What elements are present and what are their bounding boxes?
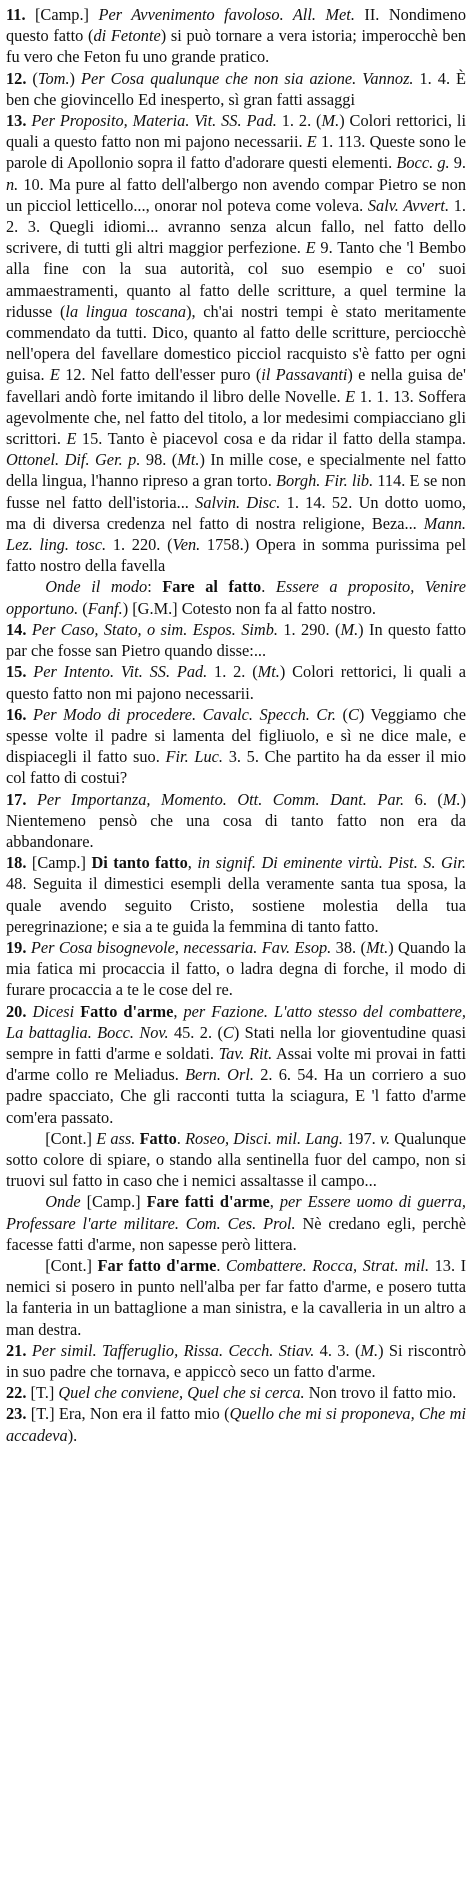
entry-text-segment: , [173,1001,184,1021]
entry-text-segment: Roseo, Disci. mil. Lang. [185,1128,343,1148]
entry-text-segment: per Fazione. L'atto stesso del combattere, La battaglia. Bocc. Nov. [6,1001,466,1042]
entry-text-segment: , [269,1192,280,1212]
entry-text-segment: ) e nella guisa de' favellari andò forte imitando il libro delle Novelle. [6,365,466,406]
dictionary-entry-e11 [6,4,466,68]
dictionary-entry-e20-cont1 [6,1128,466,1192]
entry-text-segment: II. Nondimeno questo fatto ( [6,5,466,46]
entry-text-segment: 3. 5. Che partito ha da esser il mio col fatto di costui? [6,747,466,788]
entry-text-segment: Fatto d'arme [80,1001,174,1021]
entry-text-segment: 13. I nemici si posero in punto nell'alba per far fatto d'arme, e posero tutta la fanteria in un battaglione a man sinistra, e la cavalleria in un altro a man destra. [6,1255,467,1339]
entry-number: 19. [6,937,27,957]
dictionary-entry-e20 [6,1001,466,1128]
dictionary-entry-e21 [6,1340,466,1382]
entry-text-segment: ) Nientemeno pensò che una cosa di tanto fatto non era da abbandonare. [6,789,467,851]
entry-text-segment: Per Proposito, Materia. Vit. SS. Pad. [31,111,277,131]
entry-text-segment: Qualunque sotto colore di spiare, o stando alla sentinella fuor del campo, non si truovi sul fatto in caso che i nemici assaltasse il campo... [6,1128,466,1191]
entry-text-segment: ) In questo fatto par che fosse san Pietro quando disse:... [6,619,467,661]
entry-text-segment: Per Intento. Vit. SS. Pad. [33,662,208,682]
entry-text-segment: 9. [449,153,467,173]
entry-text-segment: n. [6,174,19,194]
dictionary-entry-e12 [6,68,466,110]
entry-text-segment: E [306,132,317,152]
entry-text-segment: [Camp.] [26,853,92,873]
entry-text-segment: Per Importanza, Momento. Ott. Comm. Dant. Par. [36,789,405,809]
entry-text-segment [26,790,37,809]
entry-text-segment: il Passavanti [261,365,348,385]
entry-number: 12. [6,68,27,88]
entry-text-segment: 15. Tanto è piacevol cosa e da ridar il fatto della stampa. [76,429,466,449]
entry-text-segment: Fare al fatto [162,577,262,597]
entry-text-segment: [Camp.] [80,1192,147,1212]
entry-text-segment: Fatto [139,1128,177,1148]
entry-text-segment: Tom. [37,68,70,88]
dictionary-entry-e20-cont2 [6,1255,466,1340]
entry-text-segment: Mt. [257,662,280,682]
entry-text-segment: ( [335,704,348,724]
entry-text-segment: Tav. Rit. [218,1043,273,1063]
entry-text-segment: [T.] Era, Non era il fatto mio ( [26,1404,230,1424]
entry-text-segment: ) [69,68,81,88]
entry-text-segment: ) Colori rettorici, li quali a questo fatto non mi pajono necessarii. [6,111,466,152]
entry-text-segment: M. [360,1340,379,1360]
entry-text-segment: in signif. [197,853,256,873]
entry-text-segment: ) Quando la mia fatica mi procaccia il fatto, o ladra degna di forche, il modo di furare procaccia a te le cose del re. [6,937,466,1000]
entry-text-segment: Assai volte mi provai in fatti d'arme collo re Meliadus. [6,1043,467,1085]
entry-text-segment: 10. Ma pure al fatto dell'albergo non avendo compar Pietro se non un picciol letticello..., onorar nol poteva come voleva. [6,174,466,215]
entry-number: 11. [6,5,26,24]
entry-text-segment: 6. ( [404,789,443,809]
entry-text-segment: Nè credano egli, perchè facesse fatti d'arme, non sapesse però littera. [6,1213,466,1254]
entry-text-segment: 38. ( [331,937,366,957]
dictionary-entry-e13 [6,110,466,576]
entry-text-segment: Salv. Avvert. [367,195,450,215]
dictionary-entry-e22 [6,1382,466,1403]
entry-text-segment: Ottonel. Dif. Ger. p. [6,450,141,470]
entry-text-segment: di Fetonte [93,26,161,46]
entry-text-segment: . [261,577,276,597]
entry-number: 18. [6,853,27,873]
entry-text-segment: 1. 14. 52. Un dotto uomo, ma di diversa credenza nel fatto di nostra religione, Beza... [6,492,466,533]
dictionary-entry-e19 [6,937,466,1001]
dictionary-entry-e20-onde [6,1191,466,1255]
entry-text-segment: Quel che conviene, Quel che si cerca. [58,1383,305,1403]
entry-text-segment: 1758.) Opera in somma purissima pel fatto nostro della favella [6,535,467,576]
entry-text-segment: Onde [45,1192,81,1212]
entry-number: 14. [6,619,27,639]
entry-text-segment: 98. ( [140,450,178,470]
dictionary-entry-e13-onde [6,576,466,618]
entry-text-segment: ( [78,598,88,618]
entry-number: 20. [6,1001,27,1021]
entry-text-segment: 197. [342,1128,380,1148]
dictionary-entry-e18 [6,852,466,937]
entry-text-segment: 1. 1. 13. Soffera agevolmente che, nel fatto del titolo, a lor medesimi compiacciano gli scrittori. [6,386,466,449]
dictionary-entry-e15 [6,661,466,703]
entry-text-segment: [T.] [26,1383,59,1403]
entry-text-segment: Combattere. Rocca, Strat. mil. [226,1255,430,1275]
entry-text-segment: v. [379,1128,391,1148]
entry-text-segment: Essere a proposito, Venire opportuno. [6,577,466,618]
entry-text-segment: 114. E se non fusse nel fatto dell'istoria... [6,471,466,512]
entry-text-segment: , [187,853,198,873]
dictionary-entry-e16 [6,704,466,789]
entry-text-segment: 1. 2. ( [276,111,322,131]
entry-text-segment: C [222,1022,234,1042]
entry-text-segment: Salvin. Disc. [195,492,281,512]
entry-text-segment: ) In mille cose, e specialmente nel fatto della lingua, l'hanno ripreso a gran torto. [6,450,467,491]
entry-number: 16. [6,704,27,724]
entry-text-segment: . [216,1255,226,1275]
entry-text-segment: 1. 220. ( [106,535,173,555]
entry-text-segment: per Essere uomo di guerra, Professare l'arte militare. Com. Ces. Prol. [6,1192,466,1233]
entry-text-segment: [Cont.] [45,1255,98,1275]
entry-number: 22. [6,1383,27,1403]
entry-text-segment: E [66,429,77,449]
entry-number: 23. [6,1404,27,1424]
entry-text-segment: 1. 2. 3. Quegli idiomi... avranno senza alcun fallo, nel fatto dello scrivere, di tutti gli altri maggior perfezione. [6,195,466,258]
entry-text-segment: E [49,365,60,385]
entry-text-segment: Per Caso, Stato, o sim. Espos. Simb. [31,619,278,639]
dictionary-entry-e14 [6,619,466,661]
entry-text-segment: Far fatto d'arme [97,1255,217,1275]
entry-text-segment: Di tanto fatto [91,853,188,873]
entry-text-segment: M. [442,789,461,809]
entry-text-segment: M. [340,619,359,639]
entry-number: 17. [6,789,27,809]
entry-text-segment: Ven. [172,535,201,555]
entry-text-segment: C [347,704,359,724]
entry-text-segment: Per Modo di procedere. Cavalc. Specch. Cr. [32,704,336,724]
entry-text-segment: Di eminente virtù. Pist. S. Gir. [261,853,467,873]
entry-text-segment: Mann. Lez. ling. tosc. [6,513,466,555]
entry-text-segment: ) Colori rettorici, li quali a questo fatto non mi pajono necessarii. [6,662,466,703]
entry-text-segment: [Cont.] [45,1128,97,1148]
entry-text-segment: E [345,386,356,406]
entry-text-segment: 1. 290. ( [278,619,341,639]
entry-text-segment: ) si può tornare a vera istoria; imperocchè ben fu vero che Feton fu uno grande pratico. [6,26,466,67]
entry-text-segment: Mt. [365,937,389,957]
entry-text-segment: Per simil. Tafferuglio, Rissa. Cecch. Stiav. [31,1340,315,1360]
entry-text-segment: 4. 3. ( [314,1340,361,1360]
entry-text-segment: Per Cosa qualunque che non sia azione. Vannoz. [81,68,414,88]
entry-text-segment: Per Cosa bisognevole, necessaria. Fav. Esop. [30,937,332,957]
entry-text-segment: . [176,1128,186,1148]
entry-text-segment: ). [67,1425,78,1445]
entry-text-segment: ) [G.M.] Cotesto non fa al fatto nostro. [122,598,376,618]
entry-number: 13. [6,111,27,131]
dictionary-entry-e23 [6,1403,466,1445]
entry-text-segment: ( [26,68,38,88]
entry-number: 21. [6,1340,27,1360]
entry-text-segment: ), ch'ai nostri tempi è stato meritamente commendato da tutti. Dico, quanto al fatto delle scritture, perciocchè nell'opera del favellare domestico picciol racquisto s'è fatto per ogni guisa. [6,301,466,385]
entry-text-segment: Fanf. [87,598,123,618]
entry-text-segment: Non trovo il fatto mio. [304,1383,457,1403]
entry-text-segment: ) Si riscontrò in suo padre che tornava, e appiccò seco un fatto d'arme. [6,1340,467,1381]
entry-text-segment: [Camp.] [25,5,99,24]
entry-text-segment: 48. Seguita il dimestici esempli della veramente santa tua sposa, la quale avendo seguito Cristo, sostiene molestia della tua peregrinazione; e sia a te guida la femmina di tanto fatto. [6,874,466,936]
entry-text-segment: Dicesi [32,1001,75,1021]
entry-text-segment: Onde il modo [45,577,148,597]
entry-text-segment: E [305,238,316,258]
entry-text-segment: Per Avvenimento favoloso. All. Met. [98,5,355,24]
entry-text-segment: ) Veggiamo che spesse volte il padre si lamenta del figliuolo, e sì ne dice male, e dispiacegli il fatto suo. [6,704,466,767]
entry-text-segment: 12. Nel fatto dell'esser puro ( [59,365,262,385]
entry-text-segment: 2. 6. 54. Ha un corriero a suo padre spacciato, Che gli racconti tutta la sciagura, E 'l fatto d'arme com'era passato. [6,1065,467,1127]
entry-text-segment: Bern. Orl. [185,1065,254,1085]
entry-text-segment: 1. 113. Queste sono le parole di Apollonio sopra il fatto d'adorare questi elementi. [6,132,466,173]
entry-text-segment: M. [321,111,340,131]
entry-text-segment: Mt. [177,450,200,470]
entry-text-segment: : [147,577,163,597]
entry-text-segment: Quello che mi si proponeva, Che mi accadeva [6,1404,466,1445]
entry-text-segment: Bocc. g. [396,153,450,173]
entry-text-segment: Fare fatti d'arme [146,1192,270,1212]
entry-text-segment: 45. 2. ( [168,1022,223,1042]
entry-text-segment: E ass. [96,1128,136,1148]
entry-text-segment: Fir. Luc. [165,747,223,767]
entry-text-segment: ) Stati nella lor gioventudine quasi sempre in fatti d'arme e soldati. [6,1022,467,1063]
entry-text-segment: Borgh. Fir. lib. [275,471,374,491]
entry-text-segment: la lingua toscana [65,301,187,321]
dictionary-entry-e17 [6,789,466,853]
entry-number: 15. [6,662,27,682]
entry-text-segment: 1. 2. ( [207,662,258,682]
entry-text-segment: 1. 4. È ben che giovincello Ed inesperto, sì gran fatti assaggi [6,68,467,109]
entry-text-segment: 9. Tanto che 'l Bembo alla fine con la sua autorità, col suo esempio e co' suoi ammaestramenti, quanto al fatto delle scritture, a quel termine la ridusse ( [6,238,466,321]
